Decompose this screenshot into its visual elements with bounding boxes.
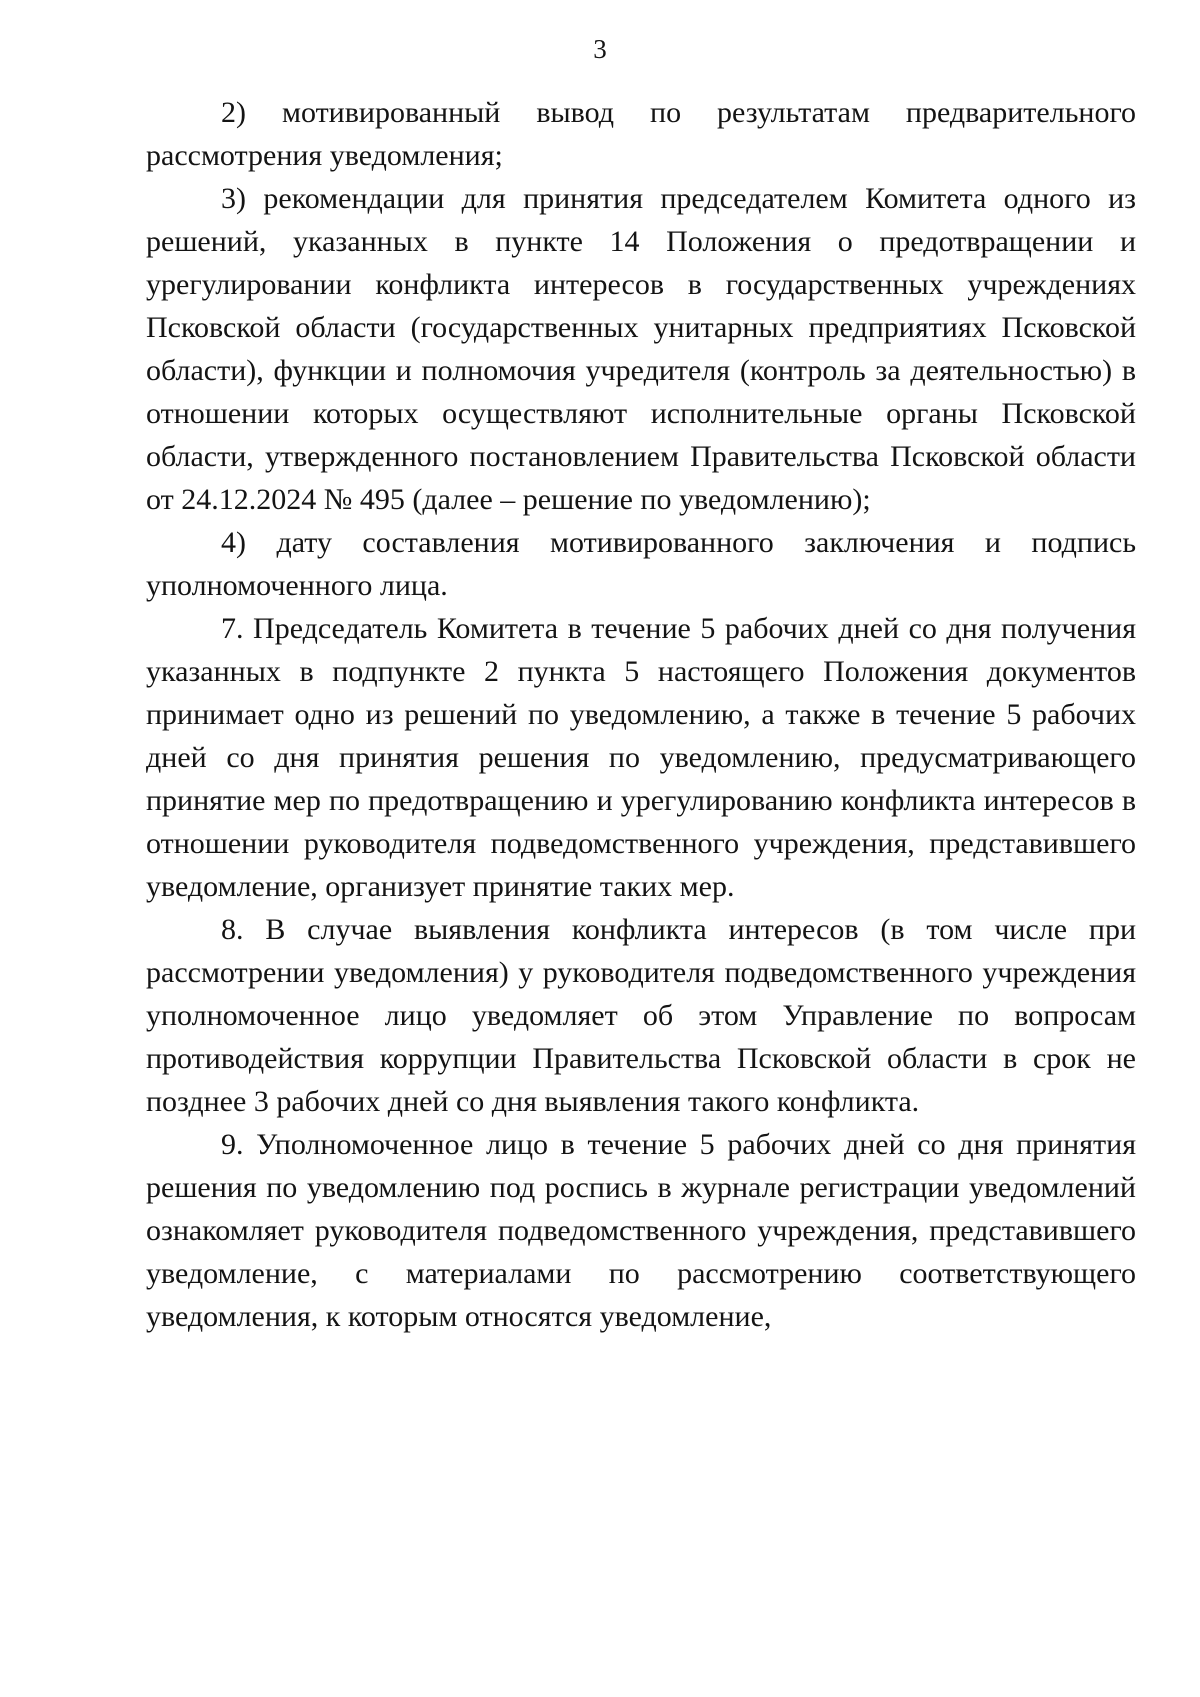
paragraph-clause-9: 9. Уполномоченное лицо в течение 5 рабочих дней со дня принятия решения по уведомлению под роспись в журнале регистрации уведомлений ознакомляет руководителя подведомственного учреждения, представившего уведомление, с материалами по рассмотрению соответствующего уведомления, к которым относятся уведомление,: [146, 1128, 1136, 1333]
paragraph-item-2: 2) мотивированный вывод по результатам предварительного рассмотрения уведомления;: [146, 96, 1136, 172]
paragraph-item-4: 4) дату составления мотивированного заключения и подпись уполномоченного лица.: [146, 526, 1136, 602]
paragraph-item-3: 3) рекомендации для принятия председателем Комитета одного из решений, указанных в пункте 14 Положения о предотвращении и урегулировании конфликта интересов в государственных учреждениях Псковской области (государственных унитарных предприятиях Псковской области), функции и полномочия учредителя (контроль за деятельностью) в отношении которых осуществляют исполнительные органы Псковской области, утвержденного постановлением Правительства Псковской области от 24.12.2024 № 495 (далее – решение по уведомлению);: [146, 182, 1136, 516]
paragraph-clause-7: 7. Председатель Комитета в течение 5 рабочих дней со дня получения указанных в подпункте 2 пункта 5 настоящего Положения документов принимает одно из решений по уведомлению, а также в течение 5 рабочих дней со дня принятия решения по уведомлению, предусматривающего принятие мер по предотвращению и урегулированию конфликта интересов в отношении руководителя подведомственного учреждения, представившего уведомление, организует принятие таких мер.: [146, 612, 1136, 903]
page-number: 3: [593, 34, 607, 64]
paragraph-clause-8: 8. В случае выявления конфликта интересов (в том числе при рассмотрении уведомления) у руководителя подведомственного учреждения уполномоченное лицо уведомляет об этом Управление по вопросам противодействия коррупции Правительства Псковской области в срок не позднее 3 рабочих дней со дня выявления такого конфликта.: [146, 913, 1136, 1118]
document-body: [146, 91, 1136, 1338]
